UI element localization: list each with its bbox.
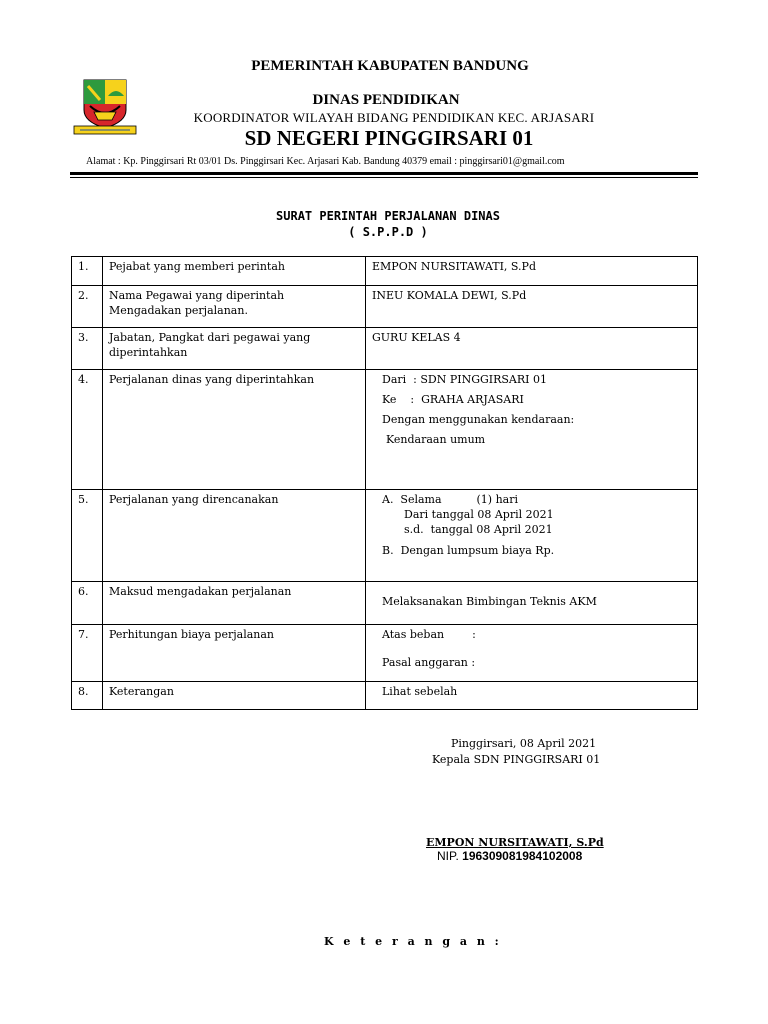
row-label [103,257,366,286]
row-label [103,370,366,490]
row-label [103,490,366,582]
value-line: Dari : SDN PINGGIRSARI 01 [382,373,547,386]
row-value [366,370,698,490]
row-number: 7. [72,625,103,682]
kop-divider-thin [70,177,698,178]
value-line: B. Dengan lumpsum biaya Rp. [382,544,555,557]
kop-school-name: SD NEGERI PINGGIRSARI 01 [244,126,534,150]
signature-nip [437,849,582,863]
kop-koordinator: KOORDINATOR WILAYAH BIDANG PENDIDIKAN KEC. ARJASARI [193,110,595,125]
row-value [366,257,698,286]
table-row [72,257,698,286]
table-row [72,582,698,625]
label-line: Maksud mengadakan perjalanan [109,585,292,598]
signature-role: Kepala SDN PINGGIRSARI 01 [432,753,601,766]
row-label [103,582,366,625]
table-row [72,286,698,328]
row-value [366,490,698,582]
value-line: Atas beban : [382,628,476,641]
value-line: Kendaraan umum [386,433,486,446]
value-line: Melaksanakan Bimbingan Teknis AKM [382,595,597,608]
value-line: Ke : GRAHA ARJASARI [382,393,524,406]
footer-keterangan: K e t e r a n g a n : [324,935,502,948]
row-value [366,582,698,625]
label-line: Perjalanan dinas yang diperintahkan [109,373,315,386]
row-label [103,286,366,328]
row-label [103,682,366,710]
label-line: Keterangan [109,685,174,698]
document-subtitle: ( S.P.P.D ) [348,225,428,239]
value-line: INEU KOMALA DEWI, S.Pd [372,289,527,302]
row-number: 1. [72,257,103,286]
value-line: EMPON NURSITAWATI, S.Pd [372,260,536,273]
table-row [72,328,698,370]
kop-pemerintah: PEMERINTAH KABUPATEN BANDUNG [251,58,529,74]
value-line: Pasal anggaran : [382,656,476,669]
row-number: 3. [72,328,103,370]
value-line: Dari tanggal 08 April 2021 [404,508,554,521]
label-line: Mengadakan perjalanan. [109,304,248,317]
label-line: Jabatan, Pangkat dari pegawai yang [109,331,311,344]
row-label [103,625,366,682]
label-line: Perhitungan biaya perjalanan [109,628,275,641]
label-line: diperintahkan [109,346,188,359]
row-number: 2. [72,286,103,328]
label-line: Nama Pegawai yang diperintah [109,289,285,302]
signature-name: EMPON NURSITAWATI, S.Pd [426,836,604,849]
signature-place-date: Pinggirsari, 08 April 2021 [451,737,597,750]
row-number: 6. [72,582,103,625]
table-row [72,625,698,682]
kop-divider-thick [70,172,698,175]
sppd-table [71,256,698,710]
row-label [103,328,366,370]
value-line: GURU KELAS 4 [372,331,461,344]
row-value [366,625,698,682]
document-title: SURAT PERINTAH PERJALANAN DINAS [276,209,500,223]
value-line: s.d. tanggal 08 April 2021 [404,523,553,536]
value-line: Dengan menggunakan kendaraan: [382,413,575,426]
row-value [366,328,698,370]
kop-address: Alamat : Kp. Pinggirsari Rt 03/01 Ds. Pinggirsari Kec. Arjasari Kab. Bandung 40379 email : pinggirsari01@gmail.com [86,156,565,167]
kop-dinas: DINAS PENDIDIKAN [312,92,460,108]
row-value [366,286,698,328]
label-line: Perjalanan yang direncanakan [109,493,279,506]
nip-label: NIP. [437,849,459,863]
table-row [72,370,698,490]
label-line: Pejabat yang memberi perintah [109,260,285,273]
value-line: Lihat sebelah [382,685,458,698]
table-row [72,490,698,582]
nip-number: 196309081984102008 [462,849,583,863]
row-number: 5. [72,490,103,582]
row-number: 8. [72,682,103,710]
row-number: 4. [72,370,103,490]
value-line: A. Selama (1) hari [382,493,519,506]
row-value [366,682,698,710]
table-row [72,682,698,710]
